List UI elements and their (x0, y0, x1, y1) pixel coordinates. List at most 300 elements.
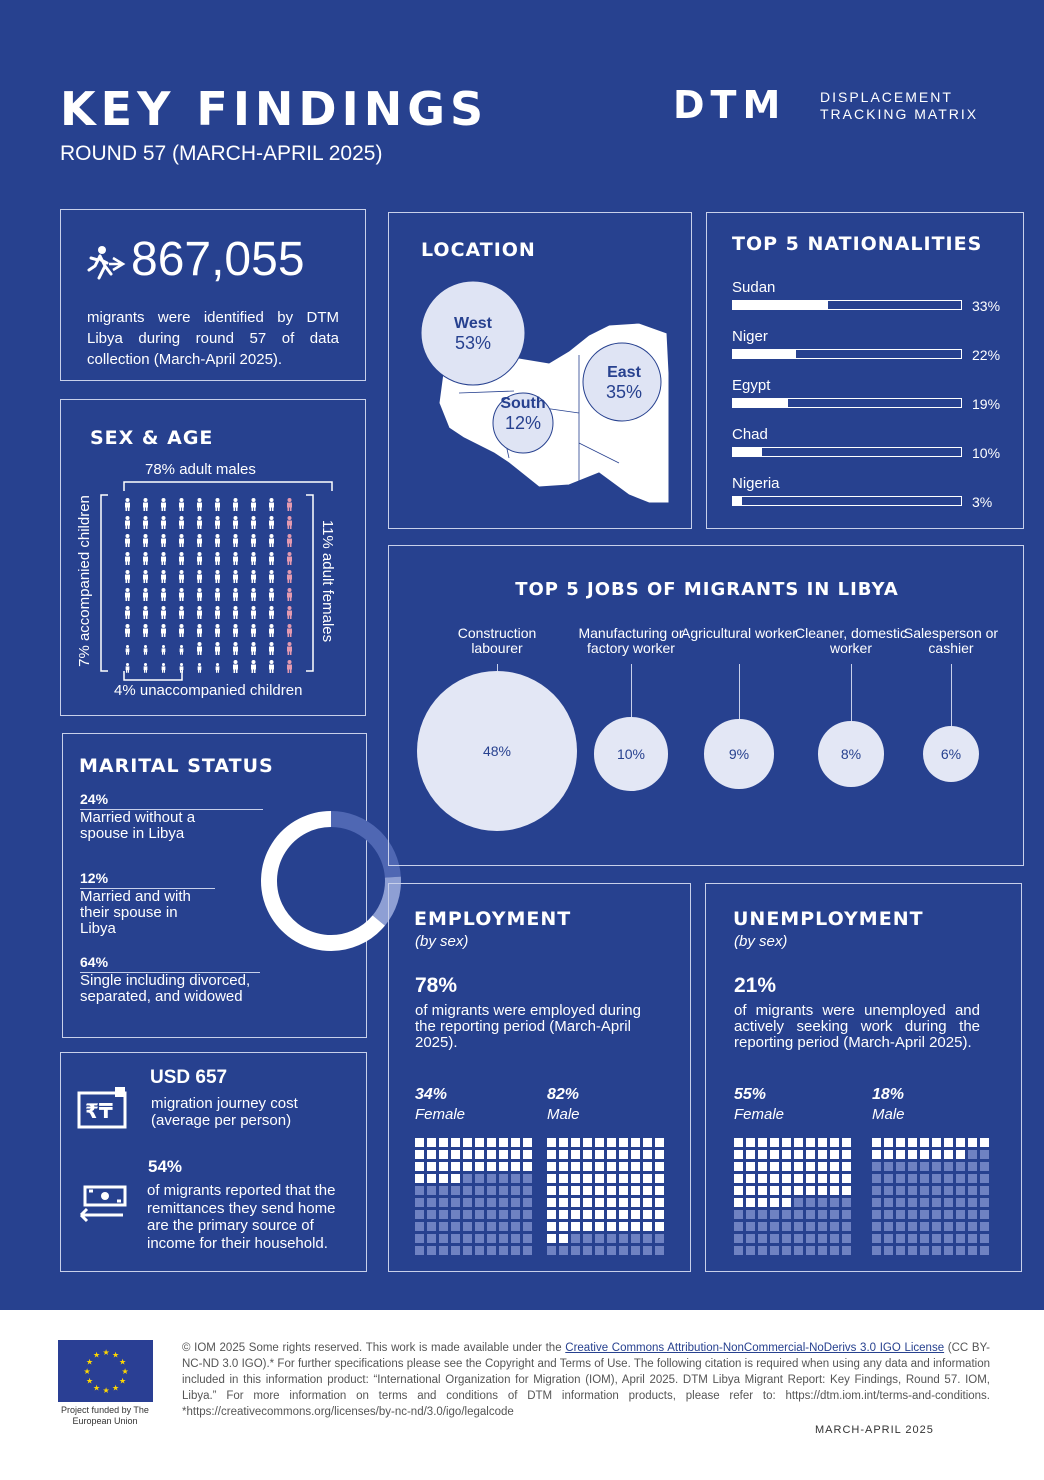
waffle-square (980, 1246, 989, 1255)
unemployment-male-pct: 18% (872, 1086, 905, 1103)
waffle-square (968, 1234, 977, 1243)
waffle-square (794, 1150, 803, 1159)
jobs-panel (388, 545, 1024, 866)
waffle-square (463, 1162, 472, 1171)
eu-star: ★ (93, 1350, 101, 1360)
waffle-square (920, 1162, 929, 1171)
waffle-square (758, 1186, 767, 1195)
person-icon (139, 588, 152, 604)
person-icon (121, 498, 134, 514)
waffle-square (842, 1174, 851, 1183)
person-icon (211, 498, 224, 514)
waffle-square (415, 1210, 424, 1219)
region-west-pct: 53% (454, 333, 492, 353)
waffle-square (872, 1150, 881, 1159)
waffle-square (415, 1246, 424, 1255)
person-icon (283, 660, 296, 676)
person-icon (157, 498, 170, 514)
waffle-square (842, 1162, 851, 1171)
journey-cost-text: migration journey cost (average per person) (151, 1095, 298, 1129)
person-icon (175, 498, 188, 514)
person-icon (265, 552, 278, 568)
waffle-square (746, 1246, 755, 1255)
person-icon (139, 570, 152, 586)
waffle-square (806, 1198, 815, 1207)
money-transfer-icon (79, 1181, 129, 1225)
person-icon (211, 534, 224, 550)
waffle-square (872, 1234, 881, 1243)
waffle-square (842, 1210, 851, 1219)
person-icon (175, 534, 188, 550)
person-icon (157, 642, 170, 658)
waffle-square (619, 1138, 628, 1147)
waffle-square (884, 1222, 893, 1231)
job-label: Manufacturing or factory worker (578, 625, 684, 656)
employment-pct: 78% (415, 974, 458, 997)
people-icon-grid (121, 498, 296, 676)
person-icon (229, 534, 242, 550)
waffle-square (944, 1186, 953, 1195)
waffle-square (463, 1210, 472, 1219)
waffle-square (830, 1210, 839, 1219)
eu-star: ★ (121, 1367, 129, 1376)
migrants-panel (60, 209, 366, 381)
person-icon (247, 642, 260, 658)
region-south (493, 395, 553, 434)
waffle-square (619, 1222, 628, 1231)
waffle-square (451, 1198, 460, 1207)
unemployment-female-pct: 55% (734, 1086, 767, 1103)
waffle-square (920, 1234, 929, 1243)
waffle-square (523, 1138, 532, 1147)
waffle-square (547, 1150, 556, 1159)
waffle-square (451, 1138, 460, 1147)
waffle-square (595, 1246, 604, 1255)
region-east-name: East (607, 364, 641, 381)
waffle-square (908, 1234, 917, 1243)
eu-star: ★ (83, 1367, 91, 1376)
waffle-square (631, 1234, 640, 1243)
waffle-square (439, 1150, 448, 1159)
job-connector-line (951, 664, 952, 726)
waffle-square (758, 1162, 767, 1171)
waffle-square (607, 1222, 616, 1231)
waffle-square (547, 1222, 556, 1231)
waffle-square (487, 1210, 496, 1219)
waffle-square (511, 1162, 520, 1171)
sex-age-panel (60, 399, 366, 716)
waffle-square (595, 1150, 604, 1159)
waffle-square (830, 1162, 839, 1171)
person-icon (247, 606, 260, 622)
person-icon (247, 570, 260, 586)
waffle-square (782, 1198, 791, 1207)
waffle-square (770, 1150, 779, 1159)
waffle-square (770, 1174, 779, 1183)
waffle-square (499, 1234, 508, 1243)
unaccompanied-children-bracket (123, 670, 183, 682)
waffle-square (758, 1234, 767, 1243)
waffle-square (932, 1186, 941, 1195)
waffle-square (511, 1246, 520, 1255)
waffle-square (547, 1162, 556, 1171)
waffle-square (782, 1222, 791, 1231)
waffle-square (830, 1150, 839, 1159)
waffle-square (427, 1150, 436, 1159)
waffle-square (944, 1198, 953, 1207)
job-connector-line (497, 664, 498, 671)
waffle-square (415, 1234, 424, 1243)
waffle-square (547, 1198, 556, 1207)
waffle-square (944, 1210, 953, 1219)
page-title: KEY FINDINGS (60, 82, 489, 136)
marital-donut-chart (256, 806, 406, 956)
job-connector-line (739, 664, 740, 719)
waffle-square (806, 1138, 815, 1147)
waffle-square (980, 1210, 989, 1219)
person-icon (229, 570, 242, 586)
unaccompanied-children-label: 4% unaccompanied children (114, 682, 303, 699)
waffle-square (463, 1174, 472, 1183)
person-icon (229, 516, 242, 532)
waffle-square (908, 1162, 917, 1171)
person-icon (157, 552, 170, 568)
waffle-square (607, 1138, 616, 1147)
waffle-square (818, 1150, 827, 1159)
person-icon (193, 642, 206, 658)
person-icon (283, 552, 296, 568)
eu-star: ★ (102, 1348, 110, 1357)
job-bubble (923, 726, 980, 783)
waffle-square (655, 1150, 664, 1159)
waffle-square (980, 1162, 989, 1171)
accompanied-children-label-wrap (75, 493, 95, 673)
waffle-square (595, 1198, 604, 1207)
waffle-square (511, 1186, 520, 1195)
employment-male-label: Male (547, 1106, 580, 1123)
waffle-square (439, 1234, 448, 1243)
waffle-square (806, 1222, 815, 1231)
waffle-square (607, 1246, 616, 1255)
waffle-square (475, 1198, 484, 1207)
waffle-square (619, 1234, 628, 1243)
adult-males-label: 78% adult males (145, 461, 256, 478)
waffle-square (571, 1138, 580, 1147)
location-title: LOCATION (421, 239, 536, 261)
nationality-name: Egypt (732, 377, 771, 394)
waffle-square (758, 1210, 767, 1219)
person-icon (211, 570, 224, 586)
region-east (584, 364, 664, 403)
eu-star: ★ (86, 1357, 94, 1367)
waffle-square (944, 1150, 953, 1159)
marital-pct: 12% (80, 870, 109, 886)
unemployment-title: UNEMPLOYMENT (733, 908, 924, 930)
waffle-square (872, 1174, 881, 1183)
waffle-square (734, 1138, 743, 1147)
waffle-square (980, 1174, 989, 1183)
unemployment-male-label: Male (872, 1106, 905, 1123)
waffle-square (631, 1246, 640, 1255)
adult-females-label-wrap (317, 493, 337, 673)
person-icon (193, 552, 206, 568)
waffle-square (830, 1174, 839, 1183)
waffle-square (607, 1198, 616, 1207)
waffle-square (758, 1138, 767, 1147)
waffle-square (547, 1186, 556, 1195)
nationality-bar-track (732, 496, 962, 506)
waffle-square (499, 1246, 508, 1255)
waffle-square (794, 1138, 803, 1147)
marital-pct: 24% (80, 791, 109, 807)
region-south-pct: 12% (504, 413, 542, 433)
waffle-square (487, 1162, 496, 1171)
person-icon (121, 552, 134, 568)
waffle-square (746, 1150, 755, 1159)
waffle-square (619, 1162, 628, 1171)
person-icon (193, 498, 206, 514)
waffle-square (655, 1138, 664, 1147)
eu-caption: Project funded by The European Union (61, 1405, 149, 1426)
waffle-square (439, 1174, 448, 1183)
waffle-square (523, 1234, 532, 1243)
waffle-square (475, 1150, 484, 1159)
waffle-square (968, 1174, 977, 1183)
person-icon (121, 516, 134, 532)
waffle-square (944, 1138, 953, 1147)
waffle-square (583, 1210, 592, 1219)
waffle-square (655, 1186, 664, 1195)
person-icon (121, 642, 134, 658)
waffle-square (427, 1162, 436, 1171)
waffle-square (559, 1234, 568, 1243)
waffle-square (842, 1222, 851, 1231)
waffle-square (427, 1222, 436, 1231)
waffle-square (896, 1246, 905, 1255)
waffle-square (872, 1222, 881, 1231)
marital-label: Married and with their spouse in Libya (80, 888, 191, 937)
waffle-square (499, 1150, 508, 1159)
person-icon (175, 588, 188, 604)
employment-by-sex: (by sex) (415, 933, 469, 950)
waffle-square (734, 1198, 743, 1207)
waffle-square (595, 1186, 604, 1195)
waffle-square (523, 1150, 532, 1159)
waffle-square (770, 1186, 779, 1195)
person-icon (193, 624, 206, 640)
waffle-square (559, 1246, 568, 1255)
accompanied-children-bracket (99, 494, 109, 672)
job-pct: 48% (482, 743, 512, 759)
waffle-square (655, 1174, 664, 1183)
person-icon (283, 498, 296, 514)
waffle-square (427, 1174, 436, 1183)
region-south-name: South (500, 395, 546, 412)
waffle-square (818, 1198, 827, 1207)
waffle-square (830, 1186, 839, 1195)
waffle-square (607, 1210, 616, 1219)
waffle-square (475, 1174, 484, 1183)
marital-status-title: MARITAL STATUS (79, 755, 274, 777)
unemployment-male-waffle (872, 1138, 989, 1255)
nationality-bar-track (732, 447, 962, 457)
waffle-square (896, 1150, 905, 1159)
person-icon (229, 642, 242, 658)
waffle-square (547, 1210, 556, 1219)
person-icon (265, 534, 278, 550)
person-icon (283, 642, 296, 658)
waffle-square (896, 1186, 905, 1195)
dtm-logo-subtitle (820, 89, 978, 123)
waffle-square (830, 1234, 839, 1243)
waffle-square (884, 1138, 893, 1147)
waffle-square (734, 1174, 743, 1183)
job-label: Cleaner, domestic worker (794, 625, 908, 656)
person-icon (247, 588, 260, 604)
eu-star: ★ (86, 1376, 94, 1386)
waffle-square (944, 1174, 953, 1183)
waffle-square (595, 1162, 604, 1171)
waffle-square (475, 1162, 484, 1171)
waffle-square (830, 1246, 839, 1255)
eu-star: ★ (102, 1386, 110, 1395)
journey-cost-amount: USD 657 (150, 1067, 228, 1088)
waffle-square (607, 1174, 616, 1183)
waffle-square (571, 1246, 580, 1255)
waffle-square (559, 1210, 568, 1219)
employment-female-waffle (415, 1138, 532, 1255)
waffle-square (932, 1234, 941, 1243)
waffle-square (794, 1246, 803, 1255)
employment-female-pct: 34% (415, 1086, 448, 1103)
nationality-bar-fill (733, 399, 788, 407)
person-icon (157, 516, 170, 532)
waffle-square (463, 1222, 472, 1231)
person-icon (121, 570, 134, 586)
waffle-square (770, 1210, 779, 1219)
job-pct: 6% (940, 745, 962, 762)
waffle-square (475, 1222, 484, 1231)
waffle-square (511, 1234, 520, 1243)
person-icon (247, 552, 260, 568)
person-icon (211, 642, 224, 658)
person-icon (157, 606, 170, 622)
person-icon (247, 534, 260, 550)
waffle-square (818, 1222, 827, 1231)
waffle-square (782, 1234, 791, 1243)
waffle-square (842, 1246, 851, 1255)
waffle-square (884, 1198, 893, 1207)
marital-status-panel (62, 733, 367, 1038)
waffle-square (884, 1162, 893, 1171)
waffle-square (487, 1174, 496, 1183)
person-icon (121, 534, 134, 550)
adult-females-label: 11% adult females (319, 519, 336, 643)
waffle-square (920, 1186, 929, 1195)
license-link[interactable]: Creative Commons Attribution-NonCommercial-NoDerivs 3.0 IGO License (565, 1342, 945, 1354)
waffle-square (806, 1186, 815, 1195)
waffle-square (427, 1246, 436, 1255)
waffle-square (884, 1150, 893, 1159)
waffle-square (643, 1186, 652, 1195)
job-bubble (704, 719, 773, 788)
waffle-square (782, 1210, 791, 1219)
waffle-square (806, 1162, 815, 1171)
waffle-square (559, 1150, 568, 1159)
nationality-bar-track (732, 349, 962, 359)
person-icon (283, 606, 296, 622)
waffle-square (559, 1222, 568, 1231)
waffle-square (439, 1222, 448, 1231)
waffle-square (631, 1222, 640, 1231)
svg-text:₹₸: ₹₸ (85, 1099, 113, 1123)
waffle-square (463, 1186, 472, 1195)
waffle-square (896, 1210, 905, 1219)
waffle-square (746, 1198, 755, 1207)
waffle-square (896, 1222, 905, 1231)
waffle-square (884, 1234, 893, 1243)
person-icon (265, 660, 278, 676)
waffle-square (499, 1138, 508, 1147)
waffle-square (746, 1222, 755, 1231)
waffle-square (631, 1138, 640, 1147)
waffle-square (908, 1138, 917, 1147)
person-icon (121, 588, 134, 604)
employment-male-waffle (547, 1138, 664, 1255)
waffle-square (746, 1210, 755, 1219)
job-bubble (594, 717, 667, 790)
job-pct: 8% (840, 745, 862, 762)
waffle-square (487, 1186, 496, 1195)
waffle-square (583, 1186, 592, 1195)
waffle-square (770, 1198, 779, 1207)
waffle-square (475, 1246, 484, 1255)
waffle-square (487, 1222, 496, 1231)
person-icon (139, 498, 152, 514)
marital-item-single (80, 954, 280, 1005)
person-icon (229, 660, 242, 676)
waffle-square (655, 1210, 664, 1219)
waffle-square (415, 1138, 424, 1147)
waffle-square (451, 1234, 460, 1243)
waffle-square (487, 1246, 496, 1255)
waffle-square (734, 1234, 743, 1243)
waffle-square (643, 1162, 652, 1171)
person-icon (247, 660, 260, 676)
waffle-square (842, 1198, 851, 1207)
waffle-square (427, 1138, 436, 1147)
waffle-square (932, 1162, 941, 1171)
waffle-square (415, 1162, 424, 1171)
job-label: Construction labourer (457, 625, 537, 656)
waffle-square (842, 1150, 851, 1159)
person-icon (265, 498, 278, 514)
job-connector-line (851, 664, 852, 721)
waffle-square (439, 1210, 448, 1219)
waffle-square (980, 1138, 989, 1147)
nationalities-panel (706, 212, 1024, 529)
employment-panel (388, 883, 691, 1272)
waffle-square (734, 1210, 743, 1219)
waffle-square (559, 1174, 568, 1183)
waffle-square (583, 1222, 592, 1231)
job-label: Salesperson or cashier (903, 625, 999, 656)
waffle-square (415, 1222, 424, 1231)
waffle-square (571, 1162, 580, 1171)
nationality-bar-track (732, 300, 962, 310)
waffle-square (884, 1246, 893, 1255)
waffle-square (980, 1222, 989, 1231)
